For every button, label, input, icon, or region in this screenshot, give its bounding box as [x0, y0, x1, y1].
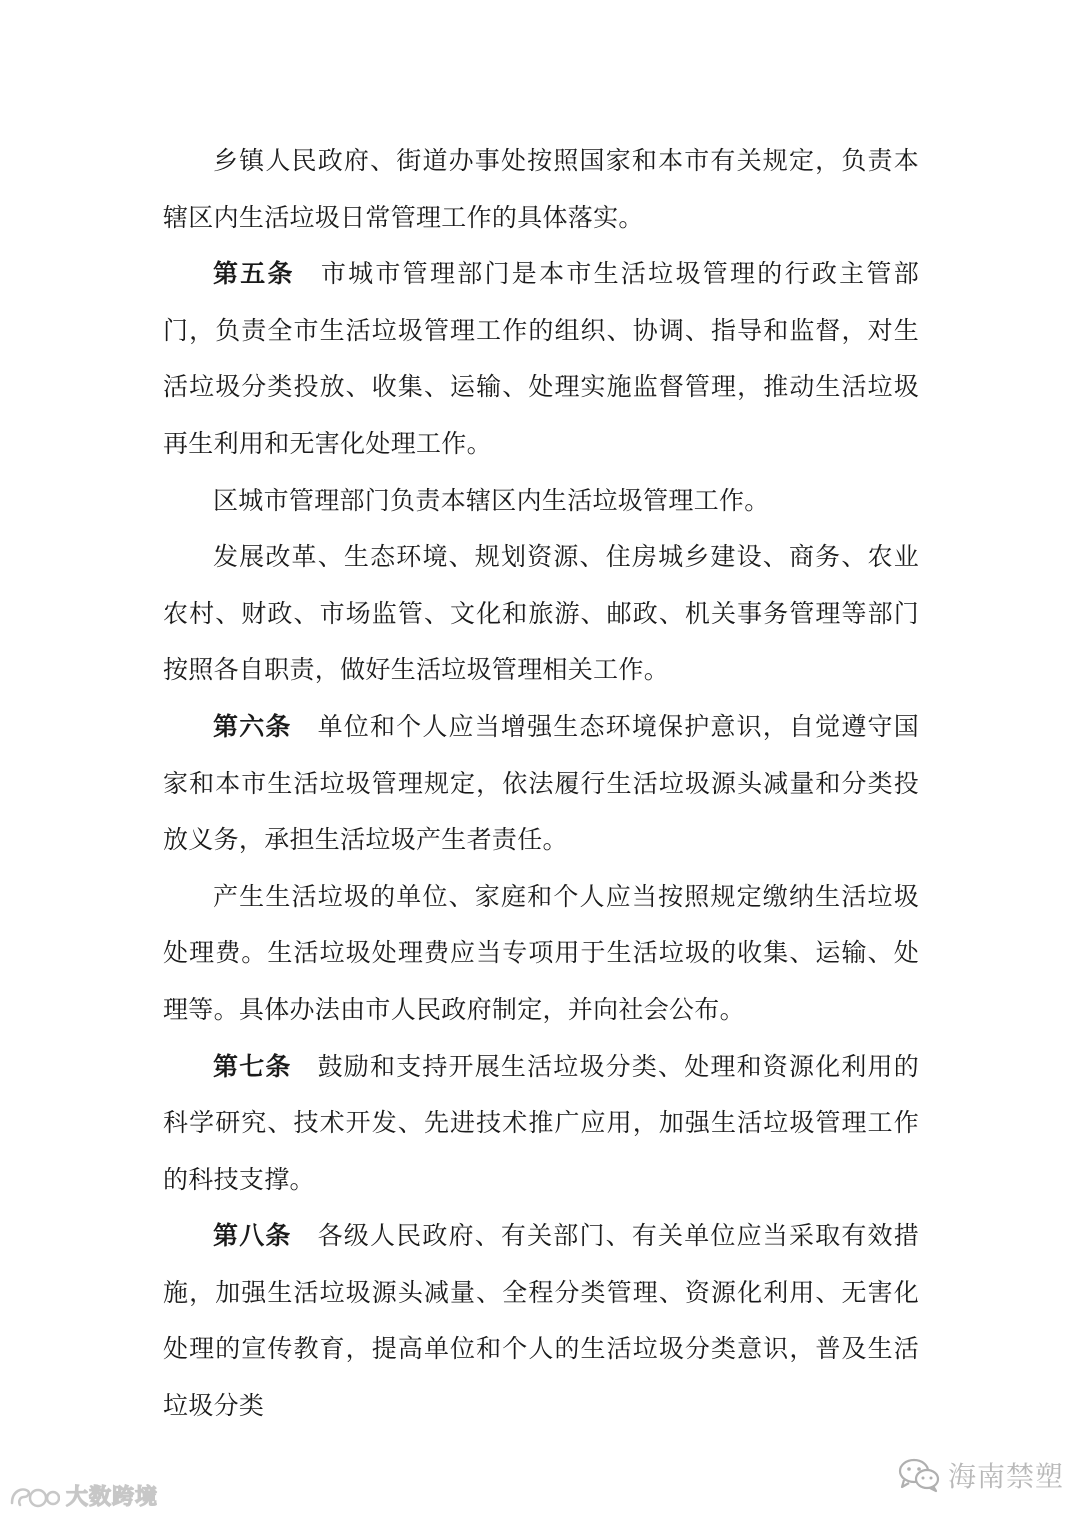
article-heading: 第七条	[213, 1051, 292, 1081]
paragraph	[163, 133, 919, 246]
document-body	[163, 133, 919, 1435]
wechat-icon	[898, 1457, 940, 1493]
paragraph	[163, 246, 919, 472]
watermark-left-text: 大数跨境	[66, 1485, 159, 1510]
paragraph	[163, 1039, 919, 1209]
watermark-right-text: 海南禁塑	[948, 1460, 1065, 1493]
paragraph	[163, 1208, 919, 1434]
paragraph-text: 区城市管理部门负责本辖区内生活垃圾管理工作。	[213, 485, 770, 515]
paragraph-text: 乡镇人民政府、街道办事处按照国家和本市有关规定，负责本辖区内生活垃圾日常管理工作的具体落实。	[163, 146, 919, 232]
paragraph	[163, 699, 919, 869]
paragraph-text: 各级人民政府、有关部门、有关单位应当采取有效措施，加强生活垃圾源头减量、全程分类管理、资源化利用、无害化处理的宣传教育，提高单位和个人的生活垃圾分类意识，普及生活垃圾分类	[163, 1221, 920, 1421]
paragraph-text: 市城市管理部门是本市生活垃圾管理的行政主管部门，负责全市生活垃圾管理工作的组织、协调、指导和监督，对生活垃圾分类投放、收集、运输、处理实施监督管理，推动生活垃圾再生利用和无害化处理工作。	[163, 259, 919, 458]
paragraph	[163, 473, 919, 530]
watermark-right	[898, 1455, 1064, 1495]
article-heading: 第五条	[213, 259, 295, 289]
paragraph	[163, 529, 919, 699]
daishu-logo-icon	[8, 1483, 60, 1509]
paragraph-text: 单位和个人应当增强生态环境保护意识，自觉遵守国家和本市生活垃圾管理规定，依法履行生活垃圾源头减量和分类投放义务，承担生活垃圾产生者责任。	[163, 711, 920, 855]
paragraph	[163, 869, 919, 1039]
article-heading: 第六条	[213, 711, 292, 741]
paragraph-text: 产生生活垃圾的单位、家庭和个人应当按照规定缴纳生活垃圾处理费。生活垃圾处理费应当专项用于生活垃圾的收集、运输、处理等。具体办法由市人民政府制定，并向社会公布。	[163, 881, 919, 1024]
paragraph-text: 鼓励和支持开展生活垃圾分类、处理和资源化利用的科学研究、技术开发、先进技术推广应用，加强生活垃圾管理工作的科技支撑。	[163, 1051, 920, 1194]
watermark-left	[8, 1480, 158, 1511]
paragraph-text: 发展改革、生态环境、规划资源、住房城乡建设、商务、农业农村、财政、市场监管、文化和旅游、邮政、机关事务管理等部门按照各自职责，做好生活垃圾管理相关工作。	[163, 542, 919, 685]
article-heading: 第八条	[213, 1221, 292, 1251]
